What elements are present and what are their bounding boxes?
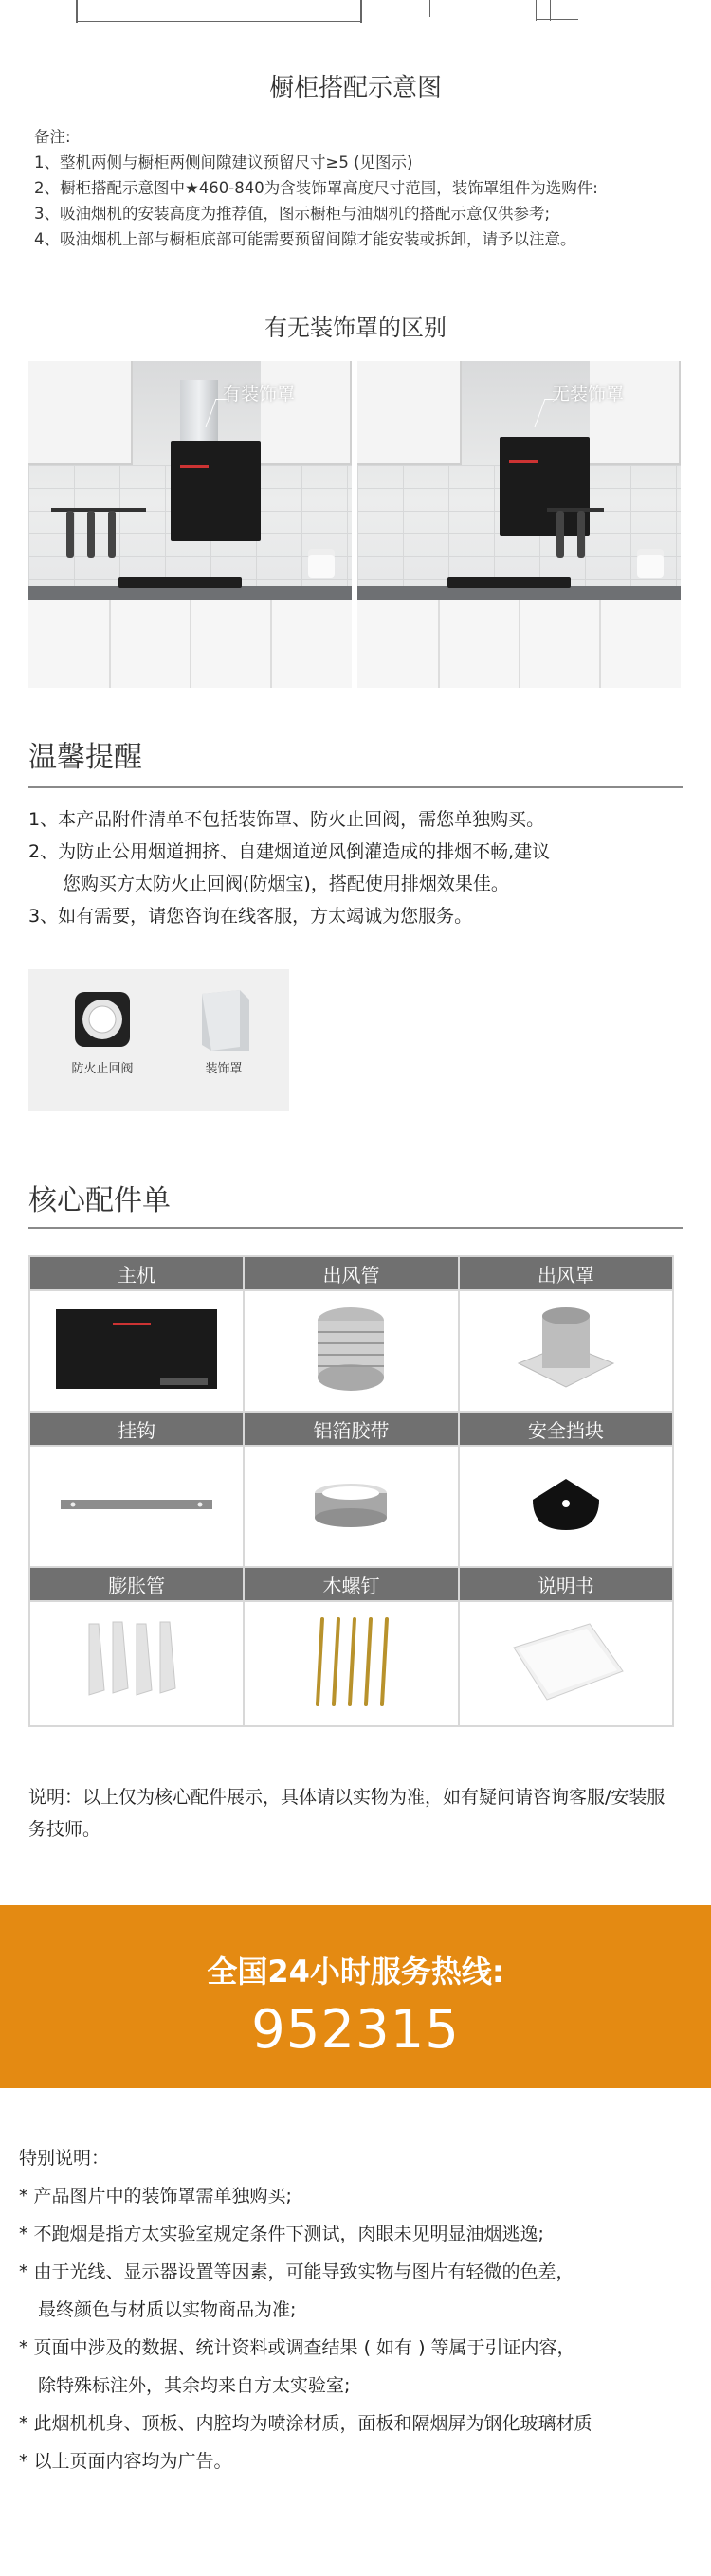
special-item: * 产品图片中的装饰罩需单独购买;	[19, 2186, 292, 2207]
safety-block-image	[523, 1471, 609, 1538]
without-cover-label: 无装饰罩	[552, 384, 625, 405]
divider	[28, 1227, 683, 1229]
with-cover-label: 有装饰罩	[223, 384, 296, 405]
parts-table	[28, 1255, 674, 1727]
accessory-label: 防火止回阀	[71, 1062, 134, 1076]
range-hood	[500, 437, 590, 536]
decorative-cover-icon	[191, 986, 257, 1054]
manual-image	[500, 1619, 632, 1704]
part-header: 膨胀管	[29, 1567, 244, 1601]
parts-title: 核心配件单	[28, 1184, 171, 1217]
hook-image	[46, 1490, 227, 1519]
wood-screw-image	[299, 1610, 403, 1714]
install-diagram-title: 橱柜搭配示意图	[268, 74, 442, 102]
hotline-number: 952315	[251, 1999, 460, 2061]
reminder-item-cont: 您购买方太防火止回阀(防烟宝)，搭配使用排烟效果佳。	[63, 874, 509, 894]
part-image-cell	[244, 1290, 458, 1412]
foil-tape-image	[299, 1476, 403, 1533]
part-header: 铝箔胶带	[244, 1412, 458, 1446]
compare-title: 有无装饰罩的区别	[264, 315, 447, 341]
note-line: 3、吸油烟机的安装高度为推荐值，图示橱柜与油烟机的搭配示意仅供参考;	[34, 205, 551, 223]
part-header: 挂钩	[29, 1412, 244, 1446]
accessory-box	[28, 969, 289, 1111]
hotline-banner	[0, 1905, 711, 2088]
special-item: * 由于光线、显示器设置等因素，可能导致实物与图片有轻微的色差，	[19, 2261, 574, 2282]
exhaust-duct-image	[299, 1302, 403, 1396]
kitchen-without-cover-image	[357, 361, 681, 688]
part-image-cell	[459, 1446, 673, 1567]
hotline-label: 全国24小时服务热线:	[207, 1954, 504, 1990]
special-notes	[19, 2139, 692, 2480]
cabinet-drawing-fragment	[0, 0, 711, 28]
special-item: * 此烟机机身、顶板、内腔均为喷涂材质，面板和隔烟屏为钢化玻璃材质	[19, 2413, 592, 2434]
expansion-tube-image	[70, 1614, 203, 1709]
part-image-cell	[244, 1446, 458, 1567]
note-line: 4、吸油烟机上部与橱柜底部可能需要预留间隙才能安装或拆卸，请予以注意。	[34, 230, 576, 248]
compare-images	[0, 361, 711, 688]
reminder-item: 2、为防止公用烟道拥挤、自建烟道逆风倒灌造成的排烟不畅,建议	[28, 841, 551, 862]
special-item-cont: 最终颜色与材质以实物商品为准;	[38, 2299, 297, 2320]
accessory-cover	[167, 986, 281, 1076]
divider	[28, 786, 683, 788]
part-image-cell	[29, 1601, 244, 1726]
reminder-list	[0, 803, 711, 932]
part-image-cell	[244, 1601, 458, 1726]
part-header: 木螺钉	[244, 1567, 458, 1601]
install-notes	[0, 124, 711, 252]
reminder-title: 温馨提醒	[28, 741, 142, 774]
part-header: 说明书	[459, 1567, 673, 1601]
special-item: * 以上页面内容均为广告。	[19, 2451, 232, 2472]
special-item: * 不跑烟是指方太实验室规定条件下测试，肉眼未见明显油烟逃逸;	[19, 2224, 544, 2244]
kitchen-with-cover-image	[28, 361, 352, 688]
part-header: 出风罩	[459, 1256, 673, 1290]
part-image-cell	[29, 1290, 244, 1412]
special-title: 特别说明：	[19, 2148, 110, 2169]
reminder-item: 1、本产品附件清单不包括装饰罩、防火止回阀，需您单独购买。	[28, 809, 545, 830]
note-header: 备注:	[34, 128, 71, 146]
note-line: 2、橱柜搭配示意图中★460-840为含装饰罩高度尺寸范围，装饰罩组件为选购件:	[34, 179, 598, 197]
part-image-cell	[459, 1290, 673, 1412]
special-item: * 页面中涉及的数据、统计资料或调查结果 ( 如有 ) 等属于引证内容，	[19, 2337, 575, 2358]
main-unit-image	[46, 1302, 227, 1396]
part-header: 主机	[29, 1256, 244, 1290]
outlet-cover-image	[509, 1297, 623, 1401]
accessory-label: 装饰罩	[205, 1062, 243, 1076]
accessory-check-valve	[46, 986, 159, 1076]
parts-note: 说明：以上仅为核心配件展示，具体请以实物为准，如有疑问请咨询客服/安装服务技师。	[28, 1787, 665, 1840]
check-valve-icon	[69, 986, 136, 1054]
part-header: 安全挡块	[459, 1412, 673, 1446]
part-header: 出风管	[244, 1256, 458, 1290]
special-item-cont: 除特殊标注外，其余均来自方太实验室;	[38, 2375, 351, 2396]
part-image-cell	[459, 1601, 673, 1726]
range-hood	[171, 441, 261, 541]
note-line: 1、整机两侧与橱柜两侧间隙建议预留尺寸≥5 (见图示)	[34, 153, 413, 171]
reminder-item: 3、如有需要，请您咨询在线客服，方太竭诚为您服务。	[28, 906, 473, 927]
part-image-cell	[29, 1446, 244, 1567]
